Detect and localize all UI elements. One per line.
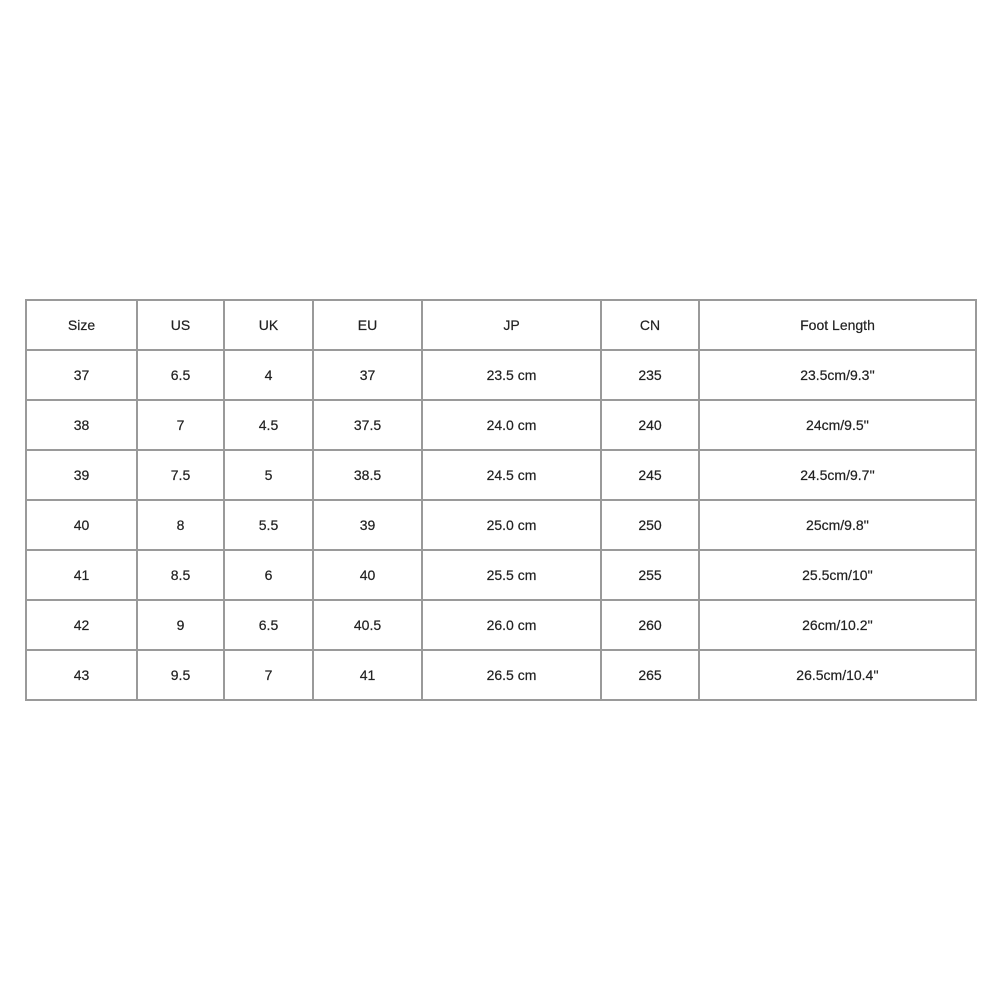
cell-cn: 235	[601, 350, 699, 400]
table-row	[26, 400, 976, 450]
cell-jp: 26.0 cm	[422, 600, 601, 650]
cell-us: 8.5	[137, 550, 224, 600]
cell-us: 7.5	[137, 450, 224, 500]
header-foot-length: Foot Length	[699, 300, 976, 350]
cell-eu: 39	[313, 500, 422, 550]
cell-cn: 265	[601, 650, 699, 700]
cell-jp: 26.5 cm	[422, 650, 601, 700]
cell-foot-length: 24cm/9.5''	[699, 400, 976, 450]
cell-size: 42	[26, 600, 137, 650]
cell-foot-length: 26cm/10.2''	[699, 600, 976, 650]
header-size: Size	[26, 300, 137, 350]
cell-foot-length: 25.5cm/10''	[699, 550, 976, 600]
cell-jp: 25.0 cm	[422, 500, 601, 550]
cell-us: 9	[137, 600, 224, 650]
cell-eu: 41	[313, 650, 422, 700]
header-uk: UK	[224, 300, 313, 350]
cell-cn: 255	[601, 550, 699, 600]
cell-eu: 40	[313, 550, 422, 600]
cell-us: 6.5	[137, 350, 224, 400]
cell-cn: 250	[601, 500, 699, 550]
cell-uk: 7	[224, 650, 313, 700]
table-row	[26, 650, 976, 700]
table-row	[26, 600, 976, 650]
cell-uk: 6	[224, 550, 313, 600]
cell-size: 38	[26, 400, 137, 450]
cell-us: 8	[137, 500, 224, 550]
cell-eu: 37	[313, 350, 422, 400]
cell-foot-length: 25cm/9.8''	[699, 500, 976, 550]
cell-jp: 24.5 cm	[422, 450, 601, 500]
cell-foot-length: 23.5cm/9.3''	[699, 350, 976, 400]
cell-eu: 37.5	[313, 400, 422, 450]
cell-us: 7	[137, 400, 224, 450]
cell-eu: 40.5	[313, 600, 422, 650]
header-jp: JP	[422, 300, 601, 350]
cell-size: 39	[26, 450, 137, 500]
header-eu: EU	[313, 300, 422, 350]
table-row	[26, 500, 976, 550]
table-row	[26, 550, 976, 600]
cell-eu: 38.5	[313, 450, 422, 500]
header-cn: CN	[601, 300, 699, 350]
cell-foot-length: 24.5cm/9.7''	[699, 450, 976, 500]
cell-jp: 25.5 cm	[422, 550, 601, 600]
cell-cn: 245	[601, 450, 699, 500]
cell-foot-length: 26.5cm/10.4''	[699, 650, 976, 700]
cell-size: 43	[26, 650, 137, 700]
cell-size: 40	[26, 500, 137, 550]
cell-cn: 260	[601, 600, 699, 650]
cell-uk: 5	[224, 450, 313, 500]
table-row	[26, 450, 976, 500]
cell-cn: 240	[601, 400, 699, 450]
cell-uk: 6.5	[224, 600, 313, 650]
cell-jp: 24.0 cm	[422, 400, 601, 450]
cell-us: 9.5	[137, 650, 224, 700]
cell-size: 41	[26, 550, 137, 600]
cell-uk: 4	[224, 350, 313, 400]
cell-uk: 4.5	[224, 400, 313, 450]
header-row	[26, 300, 976, 350]
size-chart-table	[25, 299, 977, 701]
cell-uk: 5.5	[224, 500, 313, 550]
header-us: US	[137, 300, 224, 350]
cell-size: 37	[26, 350, 137, 400]
table-row	[26, 350, 976, 400]
cell-jp: 23.5 cm	[422, 350, 601, 400]
